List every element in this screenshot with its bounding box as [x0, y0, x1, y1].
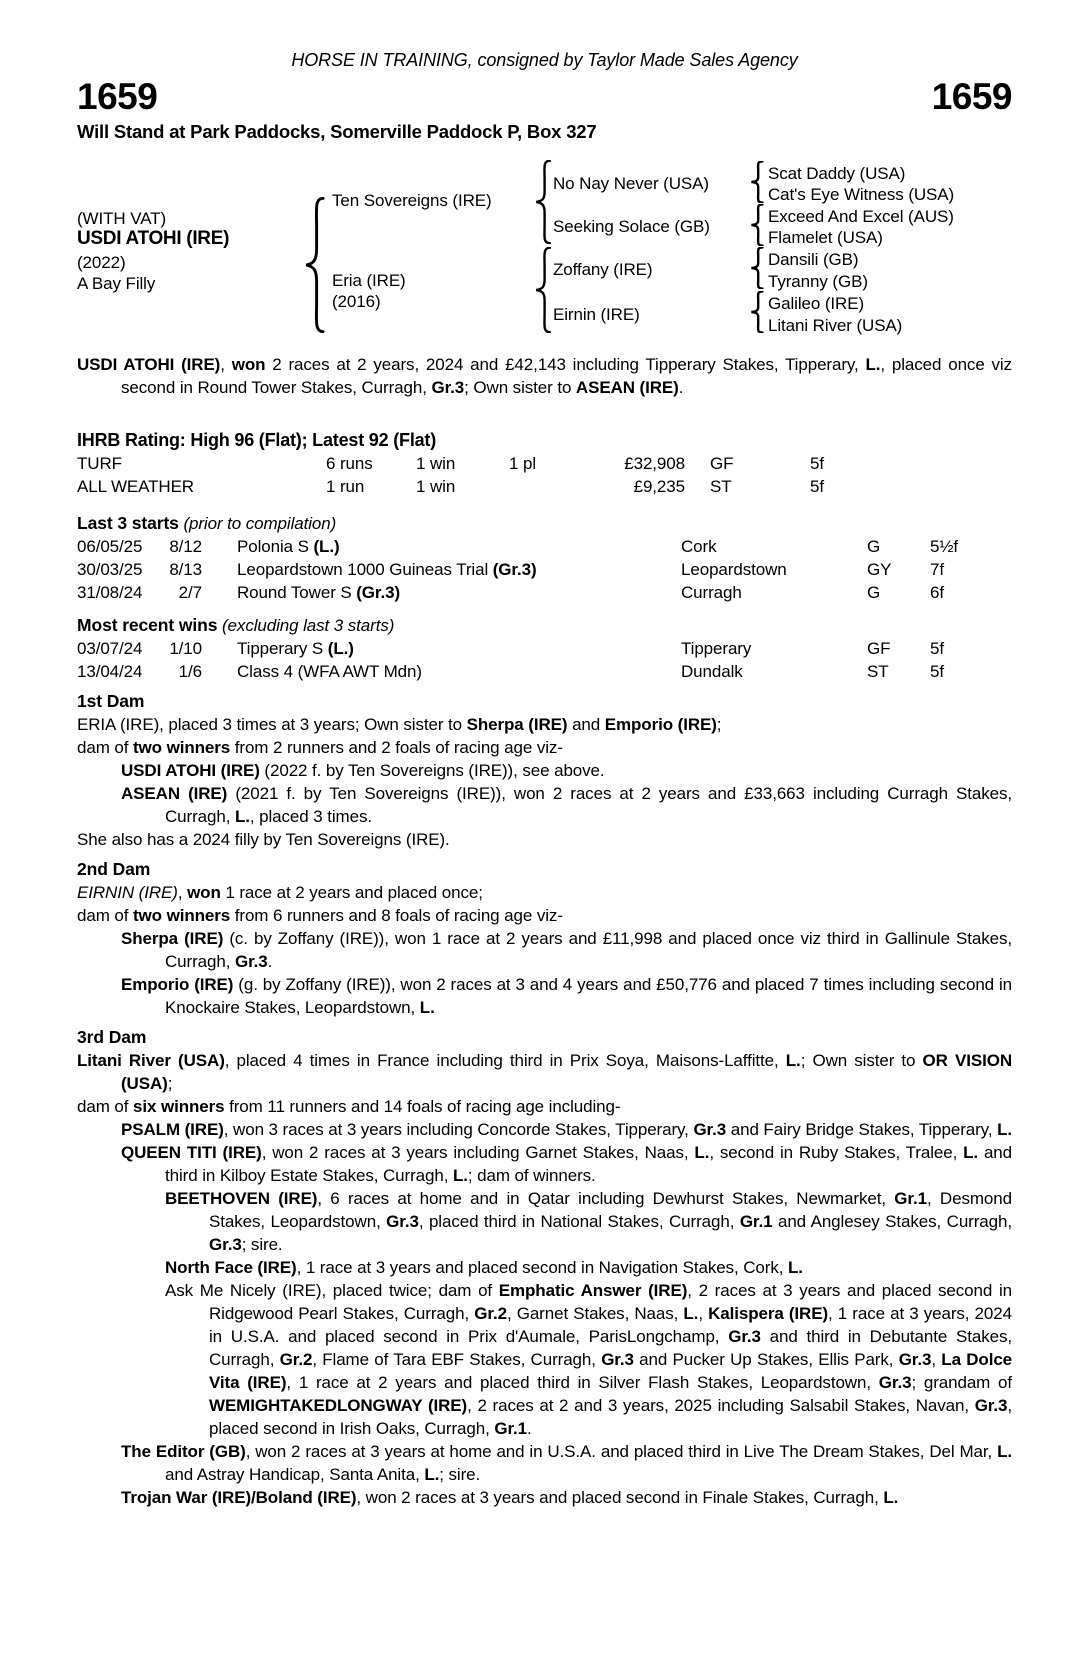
last-starts-note: (prior to compilation): [183, 514, 337, 533]
race-date: 03/07/24: [77, 639, 143, 658]
finish-position: 1/6: [178, 662, 202, 681]
wins-value: 1 win: [416, 454, 456, 473]
race-grade: (L.): [313, 537, 340, 556]
race-going: G: [867, 537, 881, 556]
ancestor-name: Scat Daddy (USA): [768, 164, 906, 183]
pedigree-brace-gen4: [748, 161, 765, 203]
ancestor-name: Dansili (GB): [768, 250, 859, 269]
pedigree-brace-sire: [532, 160, 553, 244]
runs-value: 1 run: [326, 477, 365, 496]
ancestor-name: Flamelet (USA): [768, 228, 883, 247]
race-course: Dundalk: [681, 662, 743, 681]
race-going: GF: [867, 639, 891, 658]
race-win-row: [77, 637, 1012, 660]
offspring-entry: QUEEN TITI (IRE), won 2 races at 3 years including Garnet Stakes, Naas, L., second in Ruby Stakes, Tralee, L. and third in Kilboy Estate Stakes, Curragh, L.; dam of winners.: [121, 1143, 1013, 1185]
produce-intro: dam of two winners from 6 runners and 8 foals of racing age viz-: [77, 906, 563, 925]
race-name: [202, 535, 681, 558]
dam-foaling-year: (2016): [332, 292, 381, 311]
pedigree-chart: [77, 145, 1012, 343]
race-name: [202, 581, 681, 604]
race-distance: 5f: [930, 662, 944, 681]
dam-description: ERIA (IRE), placed 3 times at 3 years; Own sister to Sherpa (IRE) and Emporio (IRE);: [77, 715, 722, 734]
lot-number-row: [77, 76, 1012, 117]
offspring-entry: Ask Me Nicely (IRE), placed twice; dam of Emphatic Answer (IRE), 2 races at 3 years and placed second in Ridgewood Pearl Stakes, Curragh, Gr.2, Garnet Stakes, Naas, L., Kalispera (IRE), 1 race at 3 years, 2024 in U.S.A. and placed second in Prix d'Aumale, ParisLongchamp, Gr.3 and third in Debutante Stakes, Curragh, Gr.2, Flame of Tara EBF Stakes, Curragh, Gr.3 and Pucker Up Stakes, Ellis Park, Gr.3, La Dolce Vita (IRE), 1 race at 2 years and placed third in Silver Flash Stakes, Leopardstown, Gr.3; grandam of WEMIGHTAKEDLONGWAY (IRE), 2 races at 2 and 3 years, 2025 including Salsabil Stakes, Navan, Gr.3, placed second in Irish Oaks, Curragh, Gr.1.: [165, 1281, 1013, 1438]
lot-number-left: 1659: [77, 76, 158, 117]
additional-produce-note: She also has a 2024 filly by Ten Sovereigns (IRE).: [77, 830, 450, 849]
race-title: Round Tower S: [237, 583, 352, 602]
race-course: Cork: [681, 537, 717, 556]
race-grade: (Gr.3): [492, 560, 537, 579]
race-start-row: [77, 558, 1012, 581]
last-starts-heading: [77, 512, 1012, 535]
section-heading: 1st Dam: [77, 691, 145, 711]
section-heading: 3rd Dam: [77, 1027, 147, 1047]
surface-label: ALL WEATHER: [77, 477, 194, 496]
produce-intro: dam of two winners from 2 runners and 2 foals of racing age viz-: [77, 738, 563, 757]
pedigree-brace-gen4: [748, 247, 765, 289]
rating-row: [77, 475, 1012, 498]
race-record-summary: USDI ATOHI (IRE), won 2 races at 2 years, 2024 and £42,143 including Tipperary Stakes, Tipperary, L., placed once viz second in Round Tower Stakes, Curragh, Gr.3; Own sister to ASEAN (IRE).: [77, 355, 1012, 397]
race-grade: (Gr.3): [356, 583, 401, 602]
finish-position: 8/13: [169, 560, 202, 579]
offspring-entry: USDI ATOHI (IRE) (2022 f. by Ten Sovereigns (IRE)), see above.: [121, 761, 605, 780]
recent-wins-note: (excluding last 3 starts): [222, 616, 395, 635]
first-dam-section: [77, 690, 1012, 851]
dam-description: EIRNIN (IRE), won 1 race at 2 years and placed once;: [77, 883, 483, 902]
race-name: [202, 558, 681, 581]
recent-wins-label: Most recent wins: [77, 615, 218, 635]
race-name: [202, 660, 681, 683]
wins-value: 1 win: [416, 477, 456, 496]
stand-location-line: Will Stand at Park Paddocks, Somerville Paddock P, Box 327: [77, 121, 597, 142]
sire-name: Ten Sovereigns (IRE): [332, 191, 492, 210]
distance-value: 5f: [810, 477, 824, 496]
ancestor-name: Tyranny (GB): [768, 272, 868, 291]
third-dam-section: [77, 1026, 1012, 1509]
finish-position: 8/12: [169, 537, 202, 556]
lot-number-right: 1659: [931, 76, 1012, 117]
race-going: ST: [867, 662, 889, 681]
pedigree-brace-gen4: [748, 204, 765, 246]
race-title: Leopardstown 1000 Guineas Trial: [237, 560, 489, 579]
offspring-entry: The Editor (GB), won 2 races at 3 years at home and in U.S.A. and placed third in Live The Dream Stakes, Del Mar, L. and Astray Handicap, Santa Anita, L.; sire.: [121, 1442, 1012, 1484]
race-start-row: [77, 581, 1012, 604]
offspring-entry: Emporio (IRE) (g. by Zoffany (IRE)), won 2 races at 3 and 4 years and £50,776 and placed 7 times including second in Knockaire Stakes, Leopardstown, L.: [121, 975, 1013, 1017]
race-start-row: [77, 535, 1012, 558]
race-going: GY: [867, 560, 892, 579]
earnings-value: £32,908: [624, 454, 685, 473]
ancestor-name: Cat's Eye Witness (USA): [768, 185, 955, 204]
offspring-entry: BEETHOVEN (IRE), 6 races at home and in Qatar including Dewhurst Stakes, Newmarket, Gr.1, Desmond Stakes, Leopardstown, Gr.3, placed third in National Stakes, Curragh, Gr.1 and Anglesey Stakes, Curragh, Gr.3; sire.: [165, 1189, 1012, 1254]
race-date: 30/03/25: [77, 560, 143, 579]
race-date: 31/08/24: [77, 583, 143, 602]
race-date: 13/04/24: [77, 662, 143, 681]
ancestor-name: Exceed And Excel (AUS): [768, 207, 954, 226]
rating-heading: IHRB Rating: High 96 (Flat); Latest 92 (Flat): [77, 430, 437, 450]
granddam-name: Seeking Solace (GB): [553, 217, 710, 236]
granddam-name: Eirnin (IRE): [553, 305, 640, 324]
grandsire-name: No Nay Never (USA): [553, 174, 709, 193]
going-value: ST: [710, 477, 732, 496]
ancestor-name: Galileo (IRE): [768, 294, 865, 313]
subject-horse-name: USDI ATOHI (IRE): [77, 228, 230, 249]
ancestor-name: Litani River (USA): [768, 316, 903, 335]
race-distance: 6f: [930, 583, 944, 602]
race-name: [202, 637, 681, 660]
second-dam-section: [77, 858, 1012, 1019]
race-title: Tipperary S: [237, 639, 324, 658]
recent-wins-heading: [77, 614, 1012, 637]
distance-value: 5f: [810, 454, 824, 473]
race-distance: 7f: [930, 560, 944, 579]
offspring-entry: ASEAN (IRE) (2021 f. by Ten Sovereigns (IRE)), won 2 races at 2 years and £33,663 including Curragh Stakes, Curragh, L., placed 3 times.: [121, 784, 1013, 826]
race-title: Class 4 (WFA AWT Mdn): [237, 662, 422, 681]
surface-label: TURF: [77, 454, 122, 473]
earnings-value: £9,235: [633, 477, 685, 496]
dam-name: Eria (IRE): [332, 271, 406, 290]
dam-description: Litani River (USA), placed 4 times in France including third in Prix Soya, Maisons-Laffitte, L.; Own sister to OR VISION (USA);: [77, 1051, 1012, 1093]
subject-description: A Bay Filly: [77, 274, 156, 293]
finish-position: 1/10: [169, 639, 202, 658]
finish-position: 2/7: [178, 583, 202, 602]
offspring-entry: Sherpa (IRE) (c. by Zoffany (IRE)), won 1 race at 2 years and £11,998 and placed once viz third in Gallinule Stakes, Curragh, Gr.3.: [121, 929, 1013, 971]
places-value: 1 pl: [509, 454, 537, 473]
rating-row: [77, 452, 1012, 475]
grandsire-name: Zoffany (IRE): [553, 260, 653, 279]
race-going: G: [867, 583, 881, 602]
pedigree-brace-gen4: [748, 291, 765, 333]
pedigree-brace-dam: [532, 247, 553, 333]
race-title: Polonia S: [237, 537, 309, 556]
race-course: Curragh: [681, 583, 742, 602]
pedigree-brace-generation2: [301, 197, 327, 333]
race-grade: (L.): [327, 639, 354, 658]
race-course: Tipperary: [681, 639, 752, 658]
race-date: 06/05/25: [77, 537, 143, 556]
runs-value: 6 runs: [326, 454, 373, 473]
subject-foaling-year: (2022): [77, 253, 126, 272]
race-distance: 5½f: [930, 537, 959, 556]
places-value: [509, 475, 604, 498]
race-course: Leopardstown: [681, 560, 787, 579]
race-distance: 5f: [930, 639, 944, 658]
offspring-entry: Trojan War (IRE)/Boland (IRE), won 2 races at 3 years and placed second in Finale Stakes, Curragh, L.: [121, 1488, 899, 1507]
offspring-entry: North Face (IRE), 1 race at 3 years and placed second in Navigation Stakes, Cork, L.: [165, 1258, 803, 1277]
produce-intro: dam of six winners from 11 runners and 14 foals of racing age including-: [77, 1097, 621, 1116]
going-value: GF: [710, 454, 734, 473]
consignment-line: HORSE IN TRAINING, consigned by Taylor Made Sales Agency: [291, 50, 798, 70]
last-starts-label: Last 3 starts: [77, 513, 179, 533]
vat-note: (WITH VAT): [77, 209, 167, 228]
race-win-row: [77, 660, 1012, 683]
section-heading: 2nd Dam: [77, 859, 151, 879]
offspring-entry: PSALM (IRE), won 3 races at 3 years including Concorde Stakes, Tipperary, Gr.3 and Fairy Bridge Stakes, Tipperary, L.: [121, 1120, 1012, 1139]
